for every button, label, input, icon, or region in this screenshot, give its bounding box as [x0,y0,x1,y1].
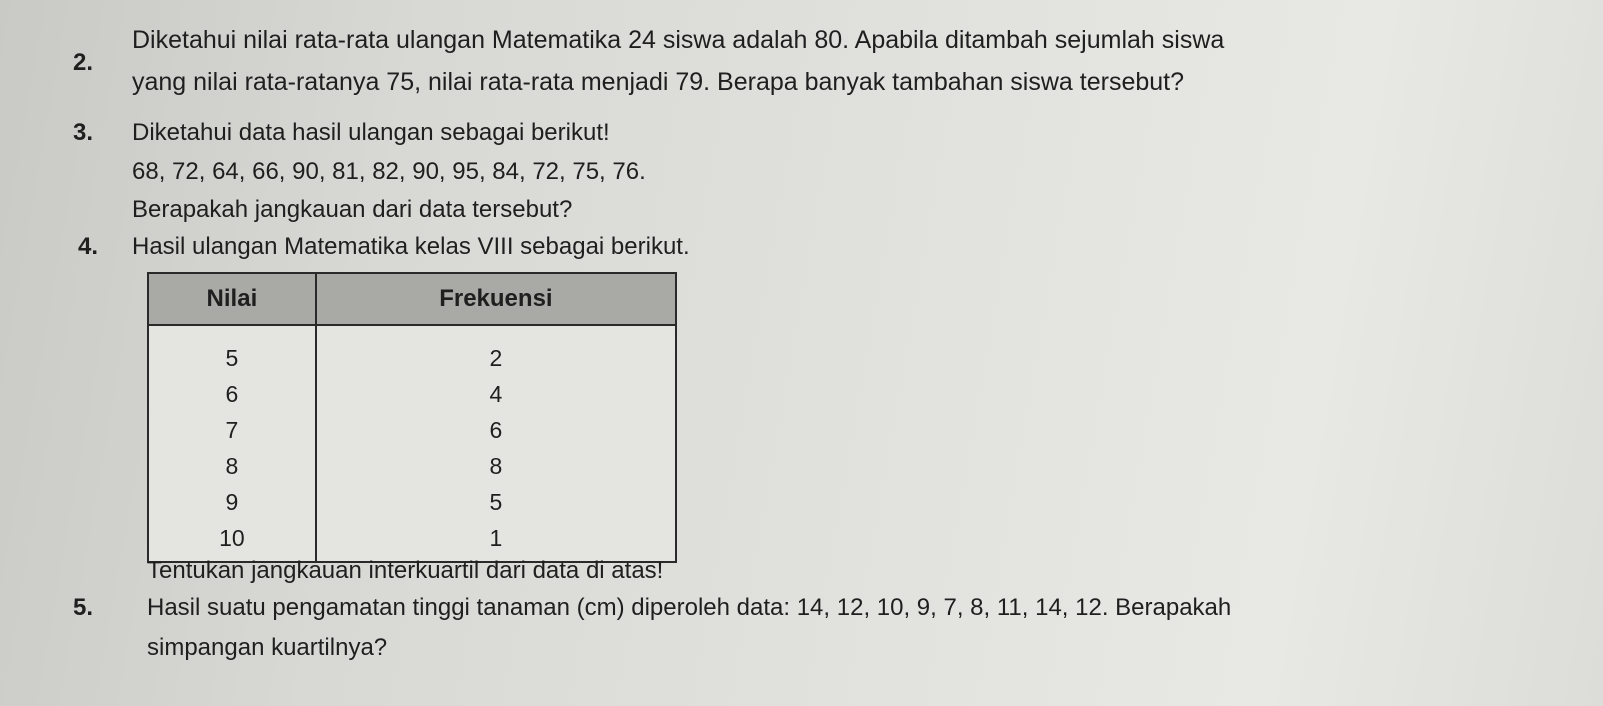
question-text-line: Diketahui nilai rata-rata ulangan Matematika 24 siswa adalah 80. Apabila ditambah sejumlah siswa [132,26,1225,54]
table-cell: 2 [489,345,503,371]
question-text-line: Hasil suatu pengamatan tinggi tanaman (cm) diperoleh data: 14, 12, 10, 9, 7, 8, 11, 14, 12. Berapakah [147,594,1232,621]
question-text-line: Diketahui data hasil ulangan sebagai berikut! [132,119,610,146]
table-cell: 6 [489,417,503,443]
table-cell: 8 [489,453,503,479]
question-text-line: yang nilai rata-ratanya 75, nilai rata-rata menjadi 79. Berapa banyak tambahan siswa tersebut? [132,68,1185,96]
table-cell: 6 [225,381,239,407]
question-text-line: Hasil ulangan Matematika kelas VIII sebagai berikut. [132,233,690,260]
table-cell: 4 [489,381,503,407]
question-text-line: Tentukan jangkauan interkuartil dari data di atas! [147,557,664,584]
column-header-frekuensi: Frekuensi [316,273,676,325]
frequency-table [147,272,677,563]
data-list: 68, 72, 64, 66, 90, 81, 82, 90, 95, 84, 72, 75, 76. [132,158,646,185]
table-cell: 10 [219,525,245,551]
question-text-line: simpangan kuartilnya? [147,634,388,661]
frekuensi-column [316,325,676,562]
table-cell: 7 [225,417,239,443]
table-cell: 5 [489,489,503,515]
nilai-column [148,325,316,562]
table-cell: 1 [489,525,503,551]
question-number: 3. [73,119,94,146]
table-cell: 5 [225,345,239,371]
question-number: 2. [73,49,94,76]
table-cell: 8 [225,453,239,479]
question-number: 5. [73,594,94,621]
column-header-nilai: Nilai [148,273,316,325]
question-text-line: Berapakah jangkauan dari data tersebut? [132,196,573,223]
table-cell: 9 [225,489,239,515]
question-number: 4. [78,233,99,260]
